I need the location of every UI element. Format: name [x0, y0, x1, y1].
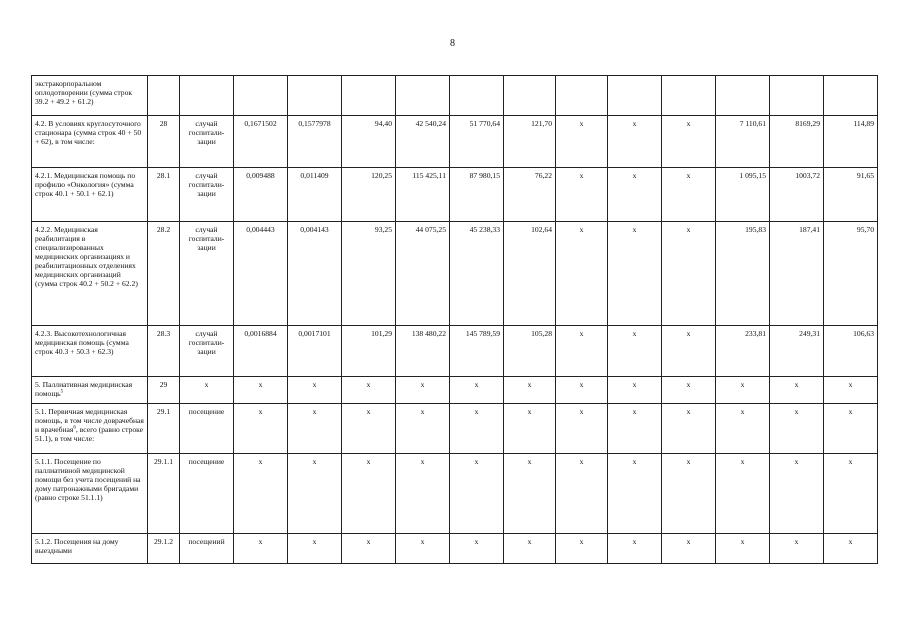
value-cell: 7 110,61: [716, 116, 770, 168]
row-name-text: 5.1.2. Посещения на дому выездными: [35, 537, 119, 555]
value-cell: 0,009488: [234, 168, 288, 222]
value-cell: 106,63: [824, 326, 878, 377]
value-cell: 195,83: [716, 222, 770, 326]
value-cell: 0,0016884: [234, 326, 288, 377]
value-cell: [234, 76, 288, 116]
unit-cell: случай госпитали-зации: [180, 222, 234, 326]
value-cell: 187,41: [770, 222, 824, 326]
value-cell: x: [234, 377, 288, 404]
value-cell: x: [608, 168, 662, 222]
value-cell: x: [450, 454, 504, 534]
table-row: [32, 76, 878, 116]
row-name-text: 4.2.3. Высокотехнологичная медицинская помощь (сумма строк 40.3 + 50.3 + 62.3): [35, 329, 129, 356]
row-name-text: 5. Паллиативная медицинская помощь: [35, 380, 133, 398]
value-cell: x: [342, 404, 396, 454]
value-cell: x: [450, 377, 504, 404]
value-cell: 44 075,25: [396, 222, 450, 326]
value-cell: x: [556, 326, 608, 377]
value-cell: 0,1577978: [288, 116, 342, 168]
value-cell: x: [556, 222, 608, 326]
value-cell: 93,25: [342, 222, 396, 326]
row-number-cell: 28.3: [148, 326, 180, 377]
row-number-cell: 29.1.1: [148, 454, 180, 534]
value-cell: 1003,72: [770, 168, 824, 222]
value-cell: 0,0017101: [288, 326, 342, 377]
value-cell: 114,89: [824, 116, 878, 168]
value-cell: [342, 76, 396, 116]
value-cell: x: [342, 454, 396, 534]
value-cell: x: [504, 534, 556, 564]
value-cell: x: [234, 404, 288, 454]
row-number-cell: 28.2: [148, 222, 180, 326]
value-cell: [824, 76, 878, 116]
row-number-cell: 28: [148, 116, 180, 168]
page-number: 8: [450, 38, 455, 49]
value-cell: 145 789,59: [450, 326, 504, 377]
row-name-cell: [32, 326, 148, 377]
row-name-text: 4.2.1. Медицинская помощь по профилю «Онкология» (сумма строк 40.1 + 50.1 + 62.1): [35, 171, 136, 198]
value-cell: x: [396, 404, 450, 454]
row-name-cell: [32, 116, 148, 168]
value-cell: x: [450, 404, 504, 454]
unit-cell: посещений: [180, 534, 234, 564]
value-cell: 0,011409: [288, 168, 342, 222]
value-cell: 121,70: [504, 116, 556, 168]
unit-cell: случай госпитали-зации: [180, 326, 234, 377]
value-cell: [556, 76, 608, 116]
value-cell: [396, 76, 450, 116]
row-name-tail: , всего (равно строке 51.1), в том числе:: [35, 425, 143, 443]
value-cell: x: [662, 404, 716, 454]
row-number-cell: 29: [148, 377, 180, 404]
row-name-text: 5.1.1. Посещение по паллиативной медицинской помощи без учета посещений на дому патронажными бригадами (равно строке 51.1.1): [35, 457, 141, 502]
unit-cell: случай госпитали-зации: [180, 116, 234, 168]
value-cell: x: [662, 326, 716, 377]
value-cell: 101,29: [342, 326, 396, 377]
value-cell: 45 238,33: [450, 222, 504, 326]
value-cell: 0,004143: [288, 222, 342, 326]
value-cell: 120,25: [342, 168, 396, 222]
table-row: [32, 326, 878, 377]
row-name-text: 4.2. В условиях круглосуточного стационара (сумма строк 40 + 50 + 62), в том числе:: [35, 119, 142, 146]
row-name-cell: [32, 222, 148, 326]
table-row: [32, 377, 878, 404]
row-name-cell: [32, 76, 148, 116]
value-cell: 51 770,64: [450, 116, 504, 168]
value-cell: [716, 76, 770, 116]
value-cell: x: [608, 326, 662, 377]
value-cell: x: [608, 222, 662, 326]
value-cell: x: [504, 404, 556, 454]
unit-cell: случай госпитали-зации: [180, 168, 234, 222]
value-cell: x: [770, 534, 824, 564]
unit-cell: посещение: [180, 404, 234, 454]
value-cell: 115 425,11: [396, 168, 450, 222]
value-cell: x: [770, 454, 824, 534]
value-cell: x: [556, 534, 608, 564]
value-cell: x: [716, 404, 770, 454]
value-cell: 87 980,15: [450, 168, 504, 222]
value-cell: x: [396, 377, 450, 404]
value-cell: 94,40: [342, 116, 396, 168]
unit-cell: [180, 76, 234, 116]
value-cell: x: [504, 377, 556, 404]
value-cell: 76,22: [504, 168, 556, 222]
table-row: [32, 116, 878, 168]
value-cell: x: [288, 454, 342, 534]
value-cell: 102,64: [504, 222, 556, 326]
value-cell: x: [608, 534, 662, 564]
value-cell: x: [556, 377, 608, 404]
value-cell: x: [608, 377, 662, 404]
row-name-cell: [32, 377, 148, 404]
value-cell: x: [556, 116, 608, 168]
value-cell: x: [824, 454, 878, 534]
table-row: [32, 534, 878, 564]
value-cell: x: [662, 454, 716, 534]
value-cell: x: [288, 534, 342, 564]
value-cell: 0,004443: [234, 222, 288, 326]
value-cell: [504, 76, 556, 116]
value-cell: x: [504, 454, 556, 534]
value-cell: 233,81: [716, 326, 770, 377]
value-cell: x: [824, 404, 878, 454]
value-cell: 42 540,24: [396, 116, 450, 168]
value-cell: x: [716, 534, 770, 564]
value-cell: 91,65: [824, 168, 878, 222]
table-row: [32, 404, 878, 454]
value-cell: 1 095,15: [716, 168, 770, 222]
value-cell: x: [662, 116, 716, 168]
row-name-text: 4.2.2. Медицинская реабилитация в специализированных медицинских организациях и реабилитационных отделениях медицинских организаций (сумма строк 40.2 + 50.2 + 62.2): [35, 225, 138, 288]
unit-cell: x: [180, 377, 234, 404]
table-row: [32, 168, 878, 222]
value-cell: x: [662, 222, 716, 326]
row-name-cell: [32, 534, 148, 564]
row-number-cell: 29.1.2: [148, 534, 180, 564]
table-row: [32, 454, 878, 534]
value-cell: x: [396, 454, 450, 534]
value-cell: x: [450, 534, 504, 564]
footnote-marker: 6: [73, 425, 76, 431]
value-cell: x: [824, 534, 878, 564]
value-cell: x: [234, 454, 288, 534]
value-cell: x: [556, 404, 608, 454]
value-cell: x: [608, 454, 662, 534]
value-cell: 138 480,22: [396, 326, 450, 377]
value-cell: 105,28: [504, 326, 556, 377]
value-cell: x: [556, 454, 608, 534]
value-cell: x: [770, 377, 824, 404]
value-cell: [450, 76, 504, 116]
value-cell: [608, 76, 662, 116]
value-cell: 8169,29: [770, 116, 824, 168]
value-cell: x: [288, 377, 342, 404]
table-row: [32, 222, 878, 326]
value-cell: [662, 76, 716, 116]
value-cell: x: [608, 116, 662, 168]
row-number-cell: 29.1: [148, 404, 180, 454]
value-cell: 95,70: [824, 222, 878, 326]
value-cell: x: [662, 534, 716, 564]
value-cell: x: [662, 377, 716, 404]
row-name-text: экстракорпоральном оплодотворении (сумма строк 39.2 + 49.2 + 61.2): [35, 79, 133, 106]
value-cell: x: [716, 454, 770, 534]
row-name-cell: [32, 404, 148, 454]
row-name-cell: [32, 454, 148, 534]
value-cell: x: [556, 168, 608, 222]
row-name-cell: [32, 168, 148, 222]
row-name-text: 5.1. Первичная медицинская помощь, в том числе доврачебная и врачебная: [35, 407, 144, 434]
footnote-marker: 5: [60, 389, 64, 395]
value-cell: x: [662, 168, 716, 222]
value-cell: 249,31: [770, 326, 824, 377]
value-cell: x: [770, 404, 824, 454]
value-cell: x: [716, 377, 770, 404]
row-number-cell: [148, 76, 180, 116]
row-number-cell: 28.1: [148, 168, 180, 222]
value-cell: 0,1671502: [234, 116, 288, 168]
value-cell: x: [342, 534, 396, 564]
value-cell: [770, 76, 824, 116]
unit-cell: посещение: [180, 454, 234, 534]
value-cell: [288, 76, 342, 116]
value-cell: x: [288, 404, 342, 454]
value-cell: x: [396, 534, 450, 564]
value-cell: x: [824, 377, 878, 404]
value-cell: x: [234, 534, 288, 564]
data-table: [31, 75, 878, 564]
value-cell: x: [608, 404, 662, 454]
value-cell: x: [342, 377, 396, 404]
